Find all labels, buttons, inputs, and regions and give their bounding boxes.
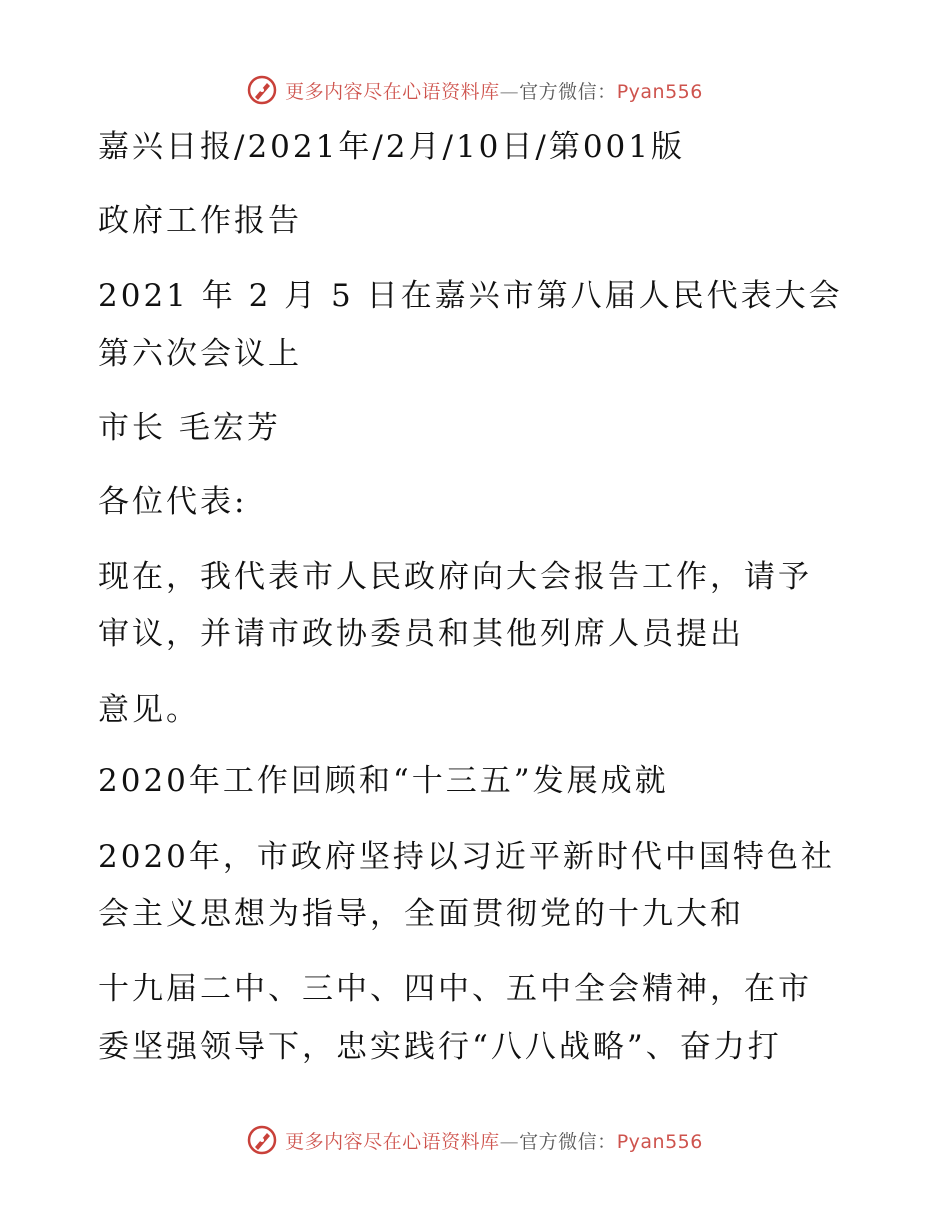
paragraph-line: 现在，我代表市人民政府向大会报告工作，请予 — [98, 559, 812, 595]
watermark-text — [285, 1127, 703, 1154]
watermark-wechat-label: 官方微信： — [519, 1130, 617, 1153]
speaker-line: 市长 毛宏芳 — [98, 410, 281, 446]
watermark-top — [0, 70, 950, 110]
meeting-line-1: 2021 年 2 月 5 日在嘉兴市第八届人民代表大会 — [98, 278, 843, 314]
paragraph-line: 委坚强领导下，忠实践行“八八战略”、奋力打 — [98, 1029, 782, 1065]
report-title: 政府工作报告 — [98, 203, 302, 239]
watermark-bottom — [0, 1120, 950, 1160]
watermark-separator: — — [499, 80, 520, 103]
watermark-text — [285, 77, 703, 104]
meeting-line-2: 第六次会议上 — [98, 336, 302, 372]
paragraph-line: 2020年，市政府坚持以习近平新时代中国特色社 — [98, 839, 835, 875]
salutation-line: 各位代表: — [98, 484, 248, 520]
section-heading: 2020年工作回顾和“十三五”发展成就 — [98, 763, 669, 799]
watermark-wechat-label: 官方微信： — [519, 80, 617, 103]
paragraph-line: 审议，并请市政协委员和其他列席人员提出 — [98, 616, 744, 652]
paragraph-line: 意见。 — [98, 692, 200, 728]
pen-logo-icon — [247, 75, 277, 105]
masthead-line: 嘉兴日报/2021年/2月/10日/第001版 — [98, 129, 686, 165]
paragraph-line: 会主义思想为指导，全面贯彻党的十九大和 — [98, 896, 744, 932]
paragraph-line: 十九届二中、三中、四中、五中全会精神，在市 — [98, 971, 812, 1007]
watermark-main-text: 更多内容尽在心语资料库 — [285, 80, 500, 103]
watermark-main-text: 更多内容尽在心语资料库 — [285, 1130, 500, 1153]
pen-logo-icon — [247, 1125, 277, 1155]
watermark-wechat-id: Pyan556 — [616, 1130, 703, 1153]
watermark-wechat-id: Pyan556 — [616, 80, 703, 103]
watermark-separator: — — [499, 1130, 520, 1153]
